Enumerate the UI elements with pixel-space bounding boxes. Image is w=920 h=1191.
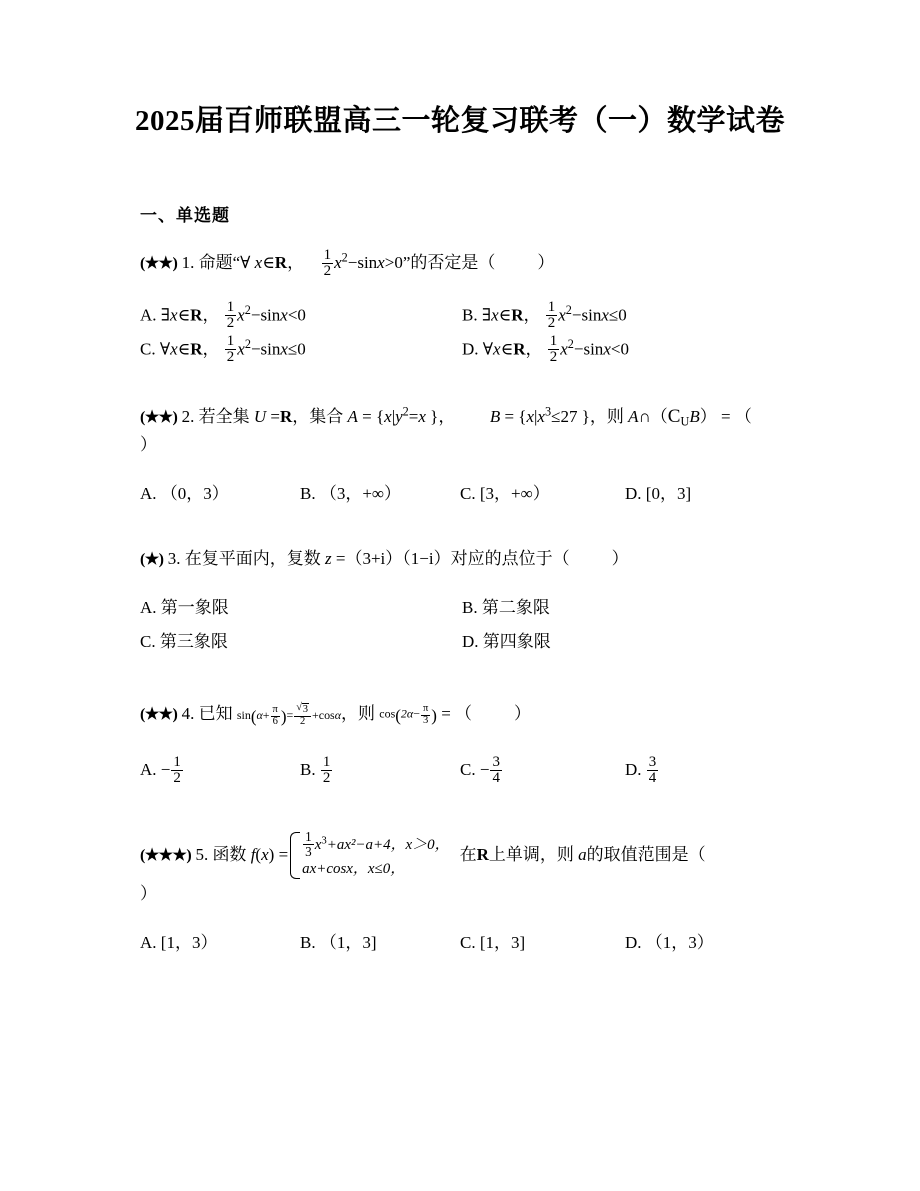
variable-x: x (170, 304, 178, 324)
right-paren: ) (280, 706, 287, 726)
equals: = (278, 845, 289, 865)
option-2-b[interactable] (300, 478, 460, 510)
relation-operator: ≤ (287, 339, 298, 359)
fraction-denominator: 2 (549, 349, 558, 366)
option-2-d[interactable] (625, 478, 775, 510)
question-1-number: 1. (181, 253, 195, 273)
question-1-stem-lead: 命题“ (198, 253, 241, 273)
set-b-symbol: B (489, 407, 501, 427)
alpha-symbol: α (256, 707, 263, 722)
sin-argument: x (280, 304, 288, 324)
complex-variable-z: z (325, 549, 332, 569)
stem-text: 已知 (198, 704, 233, 724)
fraction-pi-over-three (421, 704, 430, 727)
sin-function: sin (357, 253, 378, 273)
exponent: 2 (244, 302, 251, 317)
option-3-c[interactable] (140, 625, 462, 659)
trig-equation (237, 703, 341, 728)
question-3-number: 3. (167, 549, 181, 569)
option-label: C. (140, 339, 156, 359)
relation-operator: ≤ (551, 407, 561, 427)
fraction-denominator: 2 (323, 263, 332, 280)
option-1-a[interactable] (140, 298, 462, 332)
option-1-c[interactable] (140, 332, 462, 366)
two-alpha: 2α (400, 706, 414, 721)
complement-open-paren: （ (650, 407, 668, 427)
exponent: 2 (402, 404, 409, 419)
question-3 (140, 546, 800, 659)
piecewise-branch-2: ax+cosx，x≤0， (302, 861, 406, 878)
exponent: 2 (244, 336, 251, 351)
fraction-denominator: 2 (226, 349, 235, 366)
option-label: A. (140, 304, 157, 324)
question-4-difficulty: (★★) (140, 706, 178, 724)
question-5-difficulty: (★★★) (140, 847, 192, 865)
quantifier-symbol: ∃ (481, 304, 492, 324)
comma: ， (202, 339, 220, 359)
question-1-stem (140, 248, 800, 280)
option-fraction (647, 755, 658, 787)
comma: ， (438, 407, 456, 427)
relation-operator: ≤ (608, 304, 619, 324)
function-symbol: f (250, 845, 256, 865)
option-label: A. (140, 759, 157, 779)
fraction-denominator: 6 (272, 715, 278, 727)
fraction-denominator: 4 (648, 770, 657, 787)
universe-symbol: U (253, 407, 267, 427)
option-4-c[interactable] (460, 754, 625, 786)
set-b-value: 27 (560, 407, 578, 427)
paren-close: ) (268, 845, 275, 865)
document-content (140, 201, 800, 959)
exponent: 2 (341, 250, 348, 265)
minus-operator: − (250, 304, 261, 324)
stem-text: 函数 (212, 845, 247, 865)
option-4-b[interactable] (300, 754, 460, 786)
element-of-symbol: ∈ (262, 253, 275, 273)
cos-function: cos (318, 707, 335, 722)
equals: = (270, 407, 280, 427)
equals: = (335, 549, 346, 569)
option-label: C. (460, 933, 476, 952)
minus-operator: − (571, 304, 582, 324)
minus-operator: − (250, 339, 261, 359)
fraction-numerator: 1 (549, 333, 558, 350)
set-builder-bar: | (391, 407, 396, 427)
element-of-symbol: ∈ (498, 304, 512, 324)
stem-text: ，则 (589, 407, 624, 427)
paren-open: ( (255, 845, 262, 865)
real-numbers-symbol: R (190, 339, 203, 359)
fraction-one-half (548, 334, 559, 366)
option-value: 第一象限 (160, 598, 229, 618)
fraction-pi-over-six (271, 705, 280, 728)
minus-operator: − (413, 706, 420, 721)
fraction-numerator: π (422, 703, 429, 715)
equals: = (441, 704, 451, 724)
option-label: A. (140, 598, 157, 618)
fraction-denominator: 2 (226, 315, 235, 332)
fraction-numerator: 3 (492, 753, 500, 770)
option-4-a[interactable] (140, 754, 300, 786)
fraction-one-half (322, 248, 333, 280)
option-value: 第四象限 (482, 632, 551, 652)
stem-text: 在复平面内，复数 (184, 549, 321, 569)
question-3-difficulty: (★) (140, 551, 164, 569)
sin-function: sin (581, 304, 602, 324)
option-row (140, 625, 800, 659)
option-value: [0，3] (645, 484, 692, 504)
quantifier-symbol: ∃ (160, 304, 171, 324)
question-4 (140, 701, 800, 786)
question-1-options (140, 298, 800, 367)
question-4-stem (140, 701, 800, 728)
zero-value: 0 (297, 339, 306, 359)
option-sign: − (479, 759, 490, 779)
element-of-symbol: ∈ (177, 304, 191, 324)
option-fraction (321, 755, 332, 787)
fraction-numerator: 1 (226, 298, 235, 315)
option-label: C. (460, 759, 476, 779)
set-a-close: } (430, 407, 439, 427)
option-1-b[interactable] (462, 298, 800, 332)
question-5 (140, 830, 800, 959)
option-value: （0，3） (160, 484, 229, 504)
variable-x: x (493, 339, 501, 359)
question-5-tail (450, 842, 706, 868)
fraction-sqrt3-over-2 (294, 703, 311, 728)
fraction-denominator: 2 (300, 715, 306, 727)
stem-text: 对应的点位于（ (450, 549, 570, 569)
cos-function: cos (379, 706, 396, 721)
quantifier-symbol: ∀ (159, 339, 171, 359)
minus-operator: − (347, 253, 358, 273)
sin-function: sin (260, 304, 281, 324)
option-value: （3，+∞） (319, 484, 402, 504)
complex-factor-2: （1−i） (402, 549, 451, 569)
sin-argument: x (601, 304, 609, 324)
question-5-lead (140, 842, 288, 869)
quantifier-forall: ∀ (240, 253, 251, 273)
complement-close-paren: ） (699, 407, 717, 427)
expression-variable: x (237, 304, 245, 324)
comma: ， (523, 304, 541, 324)
fraction-one-third (303, 830, 314, 858)
expression-variable: x (237, 339, 245, 359)
stem-text: 上单调，则 (488, 845, 574, 865)
option-row (140, 332, 800, 366)
fraction-denominator: 4 (492, 770, 500, 787)
plus-operator: + (312, 707, 319, 722)
sin-function: sin (583, 339, 604, 359)
question-5-stem (140, 830, 800, 907)
fraction-denominator: 3 (305, 843, 312, 859)
exponent: 3 (544, 404, 552, 419)
option-5-b[interactable] (300, 927, 460, 959)
sin-argument: x (280, 339, 288, 359)
option-3-b[interactable] (462, 591, 800, 625)
right-paren: ) (431, 705, 437, 725)
stem-text: 的取值范围是（ (586, 845, 706, 865)
question-2-stem (140, 402, 800, 458)
variable-x: x (491, 304, 499, 324)
fraction-numerator: π (272, 704, 278, 716)
question-2-options (140, 478, 800, 510)
sin-function: sin (260, 339, 281, 359)
set-builder-variable: x (526, 407, 535, 427)
question-2-difficulty: (★★) (140, 409, 178, 427)
real-numbers-symbol: R (274, 253, 288, 273)
variable-x: x (261, 845, 269, 865)
option-label: B. (300, 759, 316, 779)
page-title: 2025届百师联盟高三一轮复习联考（一）数学试卷 (134, 105, 785, 137)
complement-set-b: B (689, 407, 700, 427)
intersection-symbol: ∩ (638, 407, 651, 427)
square-root-icon (296, 703, 309, 716)
section-heading: 一、单选题 (140, 206, 230, 225)
set-b-x: x (537, 407, 545, 427)
question-3-close-paren: ） (611, 549, 629, 569)
sin-function: sin (236, 707, 251, 722)
question-1 (140, 248, 800, 366)
fraction-numerator: 1 (322, 753, 331, 770)
branch-1-rest: +ax²−a+4，x＞0， (326, 837, 450, 854)
option-value: [1，3） (160, 933, 218, 952)
element-of-symbol: ∈ (500, 339, 514, 359)
exponent: 2 (567, 336, 574, 351)
fraction-denominator: 2 (173, 770, 181, 787)
exponent: 3 (321, 834, 327, 847)
option-5-d[interactable] (625, 927, 775, 959)
stem-text: ，则 (341, 704, 376, 724)
fraction-numerator (294, 703, 311, 717)
option-4-d[interactable] (625, 754, 775, 786)
minus-operator: − (573, 339, 584, 359)
set-b-close: } (581, 407, 590, 427)
relation-operator: < (610, 339, 621, 359)
fraction-numerator: 1 (226, 333, 235, 350)
question-5-options (140, 927, 800, 959)
option-row (140, 298, 800, 332)
variable-x: x (314, 837, 322, 854)
option-3-d[interactable] (462, 625, 800, 659)
fraction-denominator: 2 (322, 770, 331, 787)
question-1-close-paren: ） (537, 253, 555, 273)
option-label: D. (625, 759, 642, 779)
option-label: D. (462, 632, 479, 652)
fraction-denominator: 2 (547, 315, 556, 332)
zero-value: 0 (394, 253, 403, 273)
option-label: B. (462, 598, 478, 618)
question-5-number: 5. (195, 845, 209, 865)
option-3-a[interactable] (140, 591, 462, 625)
option-value: [1，3] (479, 933, 526, 952)
expression-variable: x (334, 253, 342, 273)
option-label: A. (140, 933, 157, 952)
equals: = (286, 707, 294, 722)
relation-operator: > (384, 253, 395, 273)
question-2-number: 2. (181, 407, 195, 427)
variable-x: x (170, 339, 178, 359)
sin-argument: x (603, 339, 611, 359)
stem-text: 若全集 (198, 407, 250, 427)
option-label: B. (462, 304, 478, 324)
option-label: B. (300, 484, 316, 504)
option-value: 第二象限 (481, 598, 550, 618)
zero-value: 0 (297, 304, 306, 324)
expression-variable: x (560, 339, 568, 359)
complement-universe-subscript: U (680, 414, 690, 429)
left-paren: ( (395, 705, 401, 725)
option-5-c[interactable] (460, 927, 625, 959)
expression-variable: x (558, 304, 566, 324)
question-1-difficulty: (★★) (140, 255, 178, 273)
variable-x: x (254, 253, 263, 273)
zero-value: 0 (618, 304, 627, 324)
option-label: D. (462, 339, 479, 359)
fraction-one-half (546, 300, 557, 332)
fraction-one-half (225, 334, 236, 366)
stem-text: 在 (459, 845, 477, 865)
sin-argument: x (377, 253, 385, 273)
option-value: [3，+∞） (479, 484, 550, 504)
question-3-stem (140, 546, 800, 573)
option-1-d[interactable] (462, 332, 800, 366)
set-a-y: y (395, 407, 403, 427)
question-3-options (140, 591, 800, 659)
option-value: （1，3] (319, 933, 377, 952)
option-2-c[interactable] (460, 478, 625, 510)
complex-factor-1: （3+i） (345, 549, 403, 569)
question-4-open-paren: （ (455, 704, 473, 724)
real-numbers-symbol: R (279, 407, 293, 427)
option-sign: − (160, 759, 171, 779)
plus-operator: + (262, 707, 270, 722)
relation-operator: < (287, 304, 298, 324)
radicand: 3 (302, 703, 309, 715)
set-a-symbol: A (347, 407, 358, 427)
equals: = (720, 407, 731, 427)
complement-c-symbol: C (667, 406, 681, 428)
fraction-numerator: 1 (323, 247, 332, 263)
piecewise-function (288, 830, 449, 880)
option-label: D. (625, 933, 642, 952)
exponent: 2 (565, 302, 572, 317)
question-4-close-paren: ） (514, 704, 532, 724)
option-label: C. (460, 484, 476, 504)
option-label: C. (140, 632, 156, 652)
quantifier-symbol: ∀ (482, 339, 494, 359)
equals: = (408, 407, 419, 427)
real-numbers-symbol: R (511, 304, 524, 324)
left-paren: ( (250, 706, 257, 726)
piecewise-branch-1 (302, 830, 449, 858)
zero-value: 0 (620, 339, 629, 359)
set-b-open: = { (504, 407, 527, 427)
fraction-denominator: 3 (422, 714, 429, 726)
question-1-stem-tail: ”的否定是（ (402, 253, 496, 273)
result-set-a: A (628, 407, 639, 427)
real-numbers-symbol: R (476, 845, 489, 865)
option-value: 第三象限 (159, 632, 228, 652)
trig-target (379, 704, 437, 727)
comma: ， (525, 339, 543, 359)
set-a-open: = { (362, 407, 385, 427)
option-2-a[interactable] (140, 478, 300, 510)
question-2-open-paren: （ (734, 407, 752, 427)
fraction-numerator: 1 (173, 753, 181, 770)
option-row (140, 591, 800, 625)
real-numbers-symbol: R (190, 304, 203, 324)
stem-text: ，集合 (292, 407, 344, 427)
comma: ， (202, 304, 220, 324)
fraction-numerator: 1 (547, 298, 556, 315)
option-fraction (171, 755, 182, 787)
parameter-a: a (578, 845, 587, 865)
question-4-options (140, 754, 800, 786)
option-5-a[interactable] (140, 927, 300, 959)
question-5-close-paren: ） (140, 883, 157, 903)
set-builder-variable: x (384, 407, 392, 427)
option-label: D. (625, 484, 642, 504)
option-label: A. (140, 484, 157, 504)
real-numbers-symbol: R (513, 339, 526, 359)
comma: ， (287, 253, 305, 273)
alpha-symbol: α (334, 707, 342, 722)
set-a-x: x (418, 407, 426, 427)
fraction-one-half (225, 300, 236, 332)
option-label: B. (300, 933, 316, 952)
set-builder-bar: | (534, 407, 538, 427)
fraction-numerator: 3 (648, 753, 657, 770)
element-of-symbol: ∈ (177, 339, 191, 359)
option-value: （1，3） (645, 933, 714, 952)
question-2 (140, 402, 800, 510)
option-fraction (490, 755, 501, 787)
fraction-numerator: 1 (305, 829, 312, 845)
question-4-number: 4. (181, 704, 195, 724)
question-2-close-paren: ） (140, 434, 157, 454)
